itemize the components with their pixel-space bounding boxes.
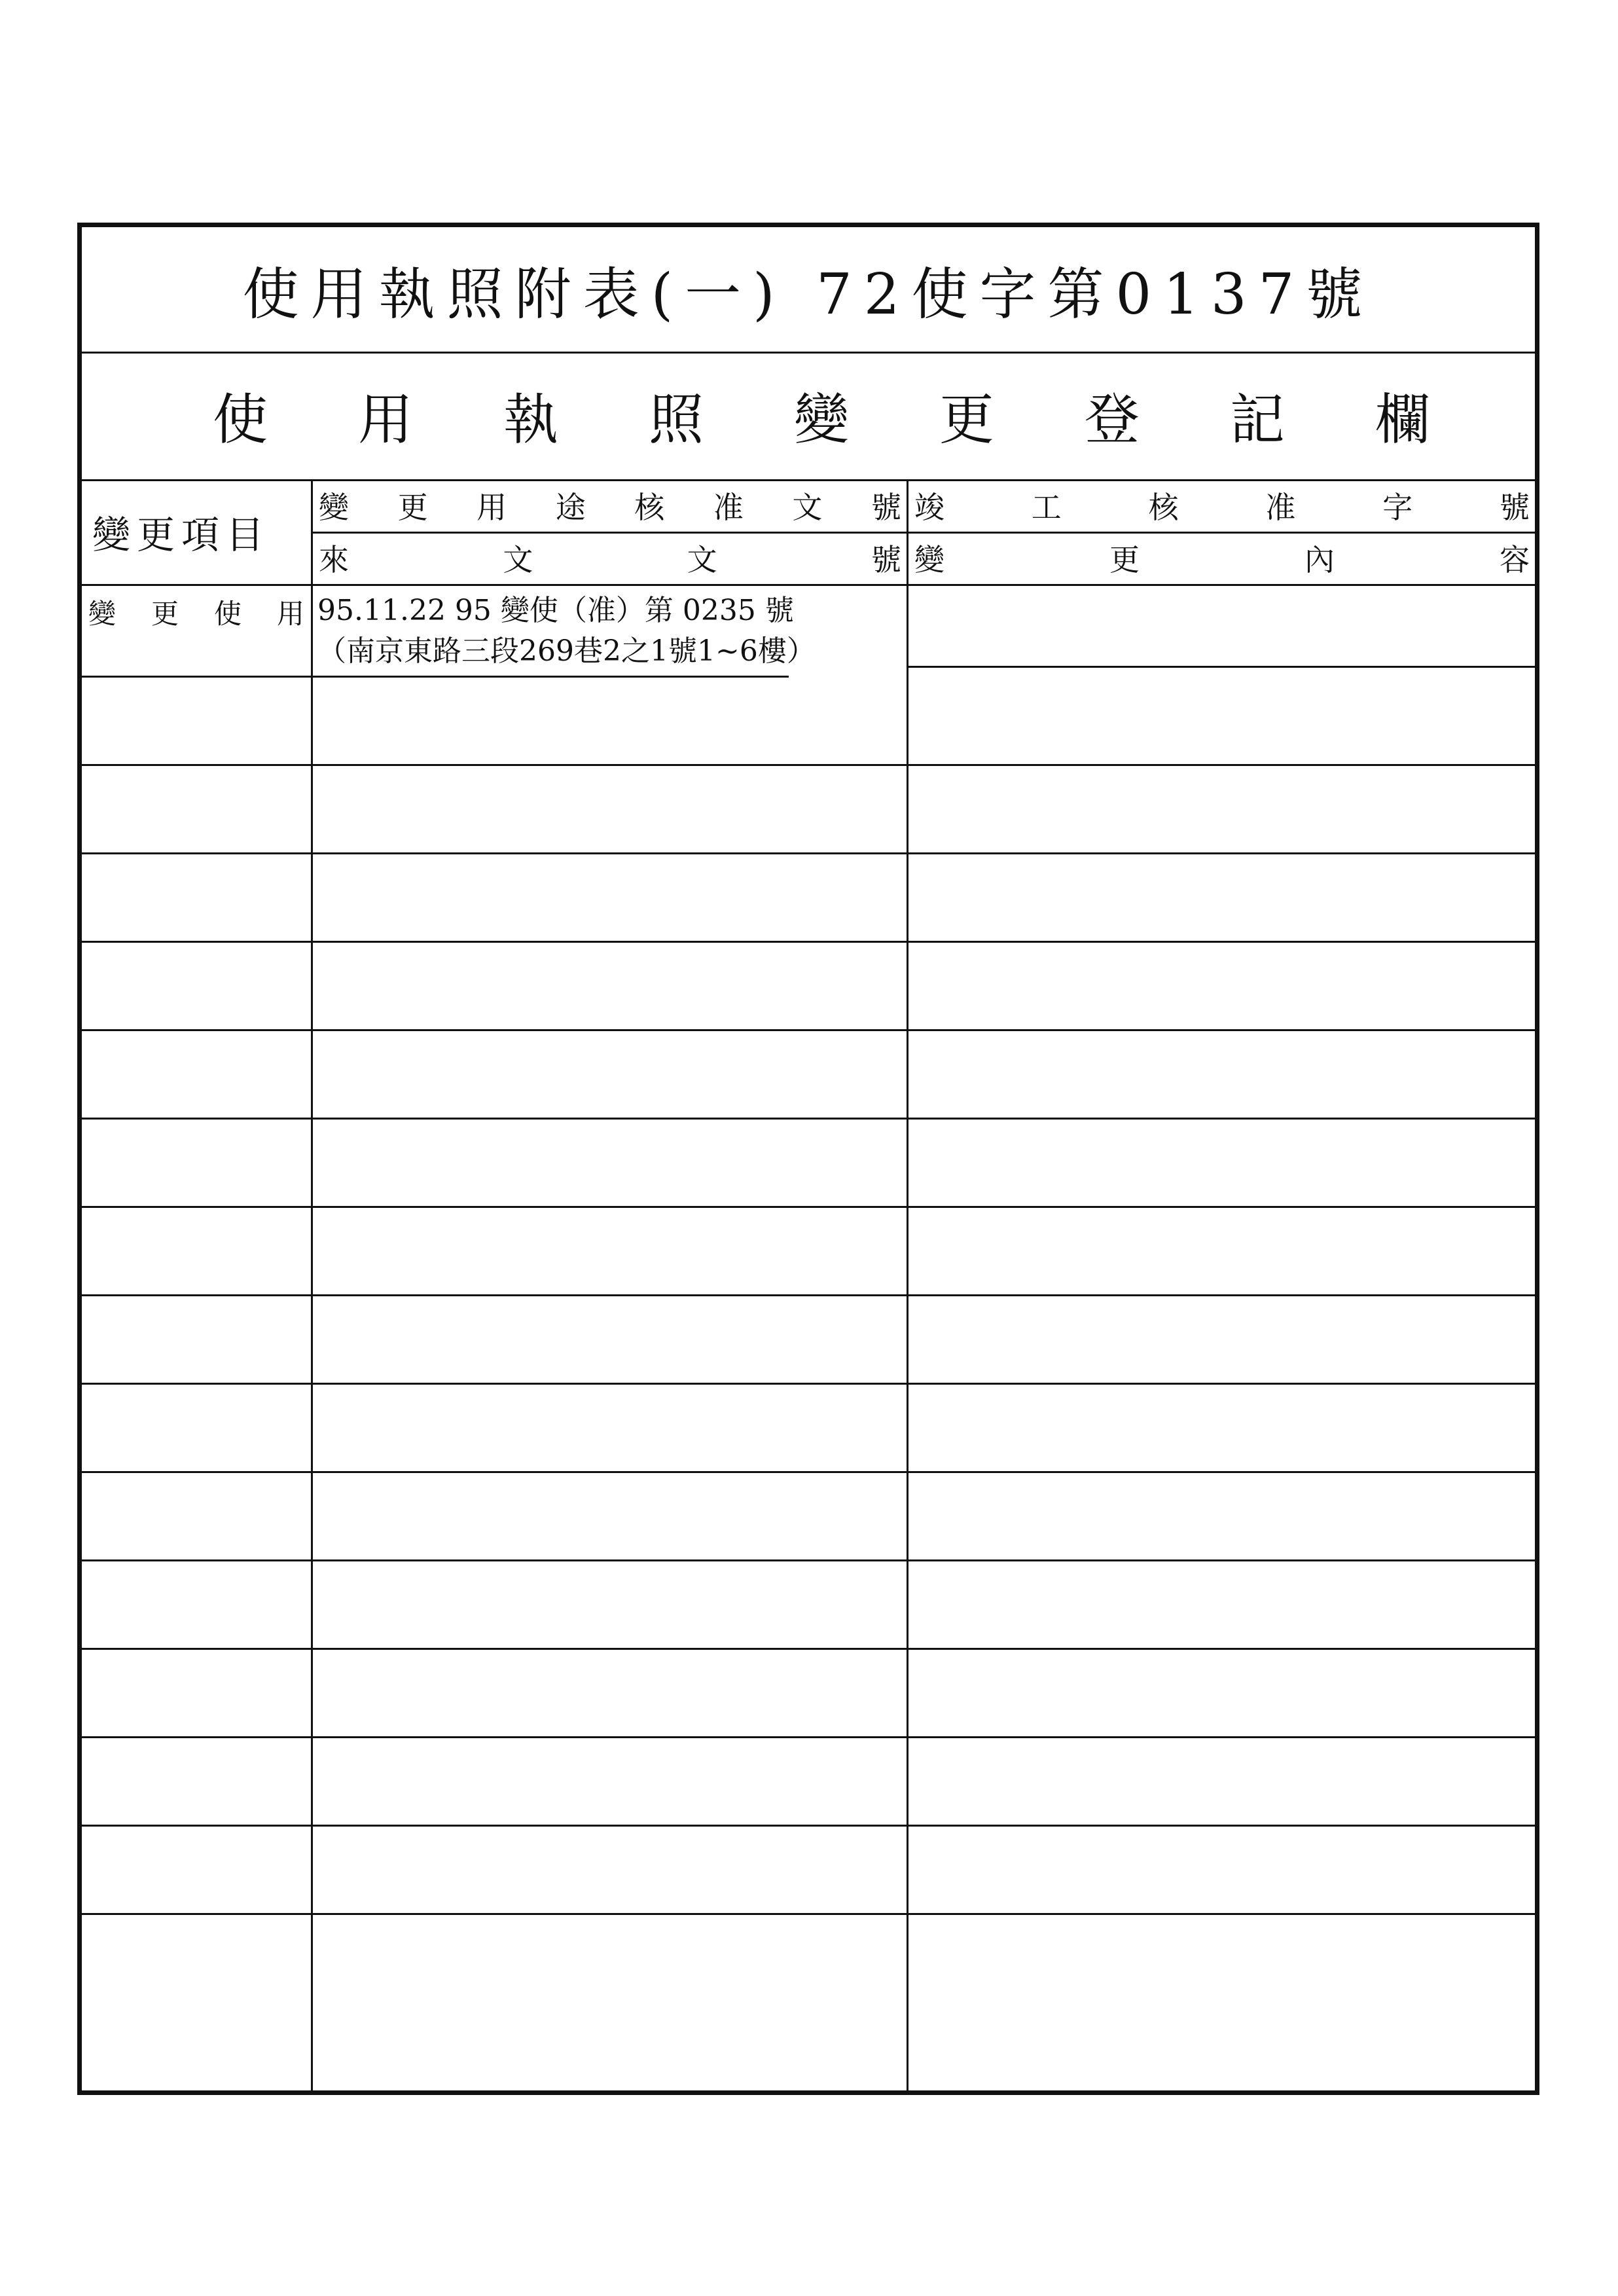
row-line <box>82 1559 1535 1561</box>
header-completion-approval-no: 竣 工 核 准 字 號 <box>914 490 1530 525</box>
form-table <box>77 223 1539 2095</box>
section-title-char: 執 <box>503 388 558 452</box>
row-line <box>82 676 789 678</box>
row-line <box>82 1648 1535 1650</box>
entry-change-content <box>908 586 1535 666</box>
form-title-row <box>82 227 1535 354</box>
row-line <box>907 666 1535 668</box>
header-item-label: 變更項目 <box>92 513 271 557</box>
entry-doc-line1: 95.11.22 95 變使（准）第 0235 號 <box>317 593 794 627</box>
section-title-char: 使 <box>213 388 268 452</box>
row-line <box>82 941 1535 943</box>
entry-doc-line2: （南京東路三段269巷2之1號1~6樓） <box>317 634 816 668</box>
row-line <box>82 1118 1535 1120</box>
row-line <box>82 1029 1535 1031</box>
row-line <box>82 1206 1535 1208</box>
section-title-char: 更 <box>939 388 994 452</box>
section-title <box>213 376 1430 455</box>
form-title: 使用執照附表(一) 72使字第0137號 <box>242 262 1375 327</box>
row-line <box>82 1383 1535 1385</box>
entry-item: 變 更 使 用 <box>88 598 304 630</box>
section-title-char: 欄 <box>1375 388 1430 452</box>
section-title-row <box>82 352 1535 481</box>
entry-doc-number <box>312 586 907 676</box>
section-title-char: 登 <box>1084 388 1140 452</box>
section-title-char: 變 <box>793 388 849 452</box>
row-line <box>82 1294 1535 1296</box>
header-change-content: 變 更 內 容 <box>914 542 1530 577</box>
record-grid <box>82 479 1535 2095</box>
section-title-char: 記 <box>1229 388 1285 452</box>
section-title-char: 用 <box>357 388 413 452</box>
header-incoming-doc-no: 來 文 文 號 <box>319 542 901 577</box>
row-line <box>82 1825 1535 1827</box>
row-line <box>82 1913 1535 1915</box>
column-divider <box>907 479 908 2095</box>
row-line <box>82 852 1535 854</box>
row-line <box>82 1471 1535 1473</box>
header-approval-doc-no: 變 更 用 途 核 准 文 號 <box>319 490 901 525</box>
section-title-char: 照 <box>648 388 704 452</box>
column-divider <box>311 479 313 2095</box>
row-line <box>82 764 1535 766</box>
row-line <box>82 1736 1535 1738</box>
